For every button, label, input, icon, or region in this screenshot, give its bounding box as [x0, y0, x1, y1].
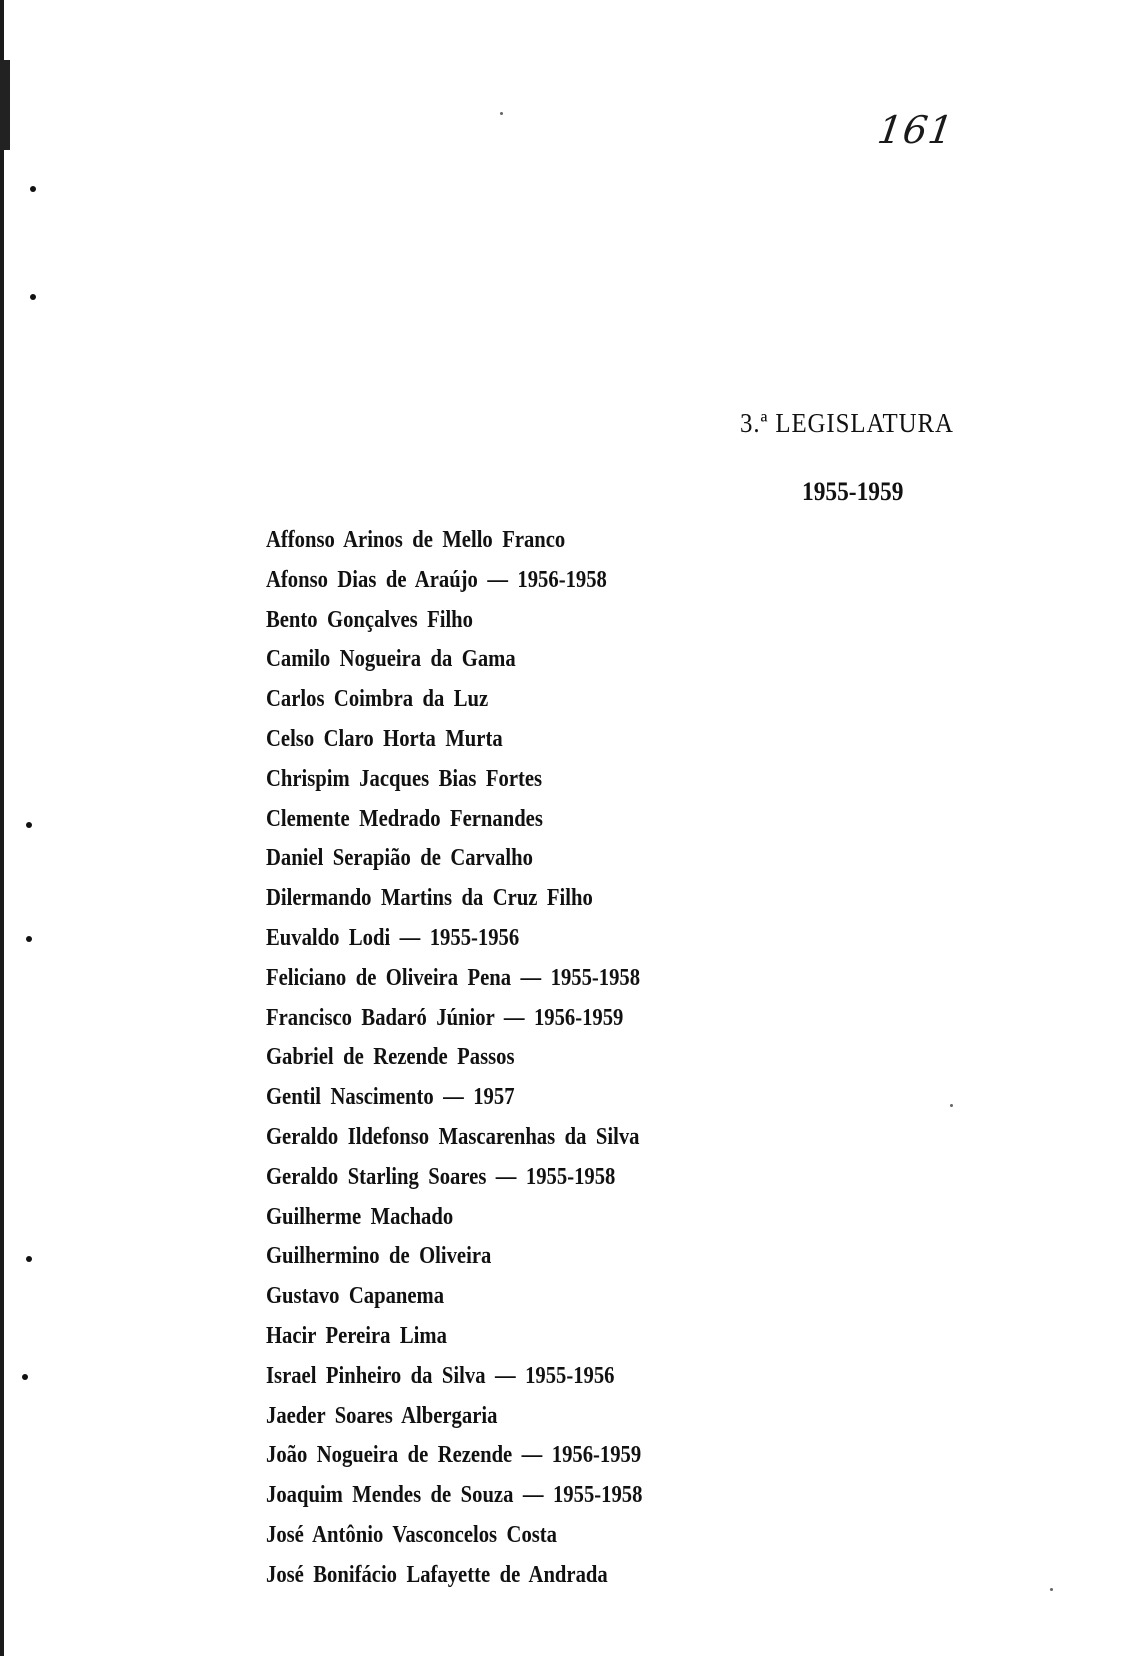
scan-speck — [26, 936, 32, 942]
list-item: Affonso Arinos de Mello Franco — [266, 527, 566, 553]
list-item: José Bonifácio Lafayette de Andrada — [266, 1561, 608, 1588]
list-item: Afonso Dias de Araújo — 1956-1958 — [266, 566, 607, 593]
list-item: Joaquim Mendes de Souza — 1955-1958 — [266, 1482, 643, 1509]
list-item: Clemente Medrado Fernandes — [266, 805, 543, 832]
legislature-heading: 3.ª LEGISLATURA — [740, 408, 954, 438]
list-item: Chrispim Jacques Bias Fortes — [266, 765, 543, 792]
list-item: Camilo Nogueira da Gama — [266, 646, 516, 673]
scan-speck — [1050, 1588, 1053, 1591]
list-item: Israel Pinheiro da Silva — 1955-1956 — [266, 1362, 615, 1389]
page-number: 161 — [874, 108, 957, 152]
scan-speck — [22, 1374, 28, 1380]
list-item: Gustavo Capanema — [266, 1283, 445, 1310]
list-item: João Nogueira de Rezende — 1956-1959 — [266, 1442, 642, 1469]
legislature-period: 1955-1959 — [802, 477, 904, 506]
scan-speck — [30, 186, 36, 192]
list-item: Carlos Coimbra da Luz — [266, 686, 489, 713]
list-item: Guilhermino de Oliveira — [266, 1243, 492, 1270]
list-item: José Antônio Vasconcelos Costa — [266, 1521, 558, 1548]
list-item: Daniel Serapião de Carvalho — [266, 845, 533, 872]
list-item: Euvaldo Lodi — 1955-1956 — [266, 924, 520, 951]
scan-speck — [500, 112, 503, 115]
scan-speck — [26, 1256, 32, 1262]
list-item: Francisco Badaró Júnior — 1956-1959 — [266, 1004, 624, 1031]
list-item: Guilherme Machado — [266, 1203, 454, 1230]
deputies-list — [266, 527, 704, 1602]
scan-speck — [26, 822, 32, 828]
list-item: Jaeder Soares Albergaria — [266, 1402, 498, 1429]
list-item: Feliciano de Oliveira Pena — 1955-1958 — [266, 964, 641, 991]
list-item: Gabriel de Rezende Passos — [266, 1044, 515, 1071]
list-item: Geraldo Starling Soares — 1955-1958 — [266, 1163, 616, 1190]
binding-mark — [0, 60, 10, 150]
list-item: Bento Gonçalves Filho — [266, 606, 473, 633]
list-item: Dilermando Martins da Cruz Filho — [266, 885, 593, 912]
list-item: Celso Claro Horta Murta — [266, 725, 503, 752]
scan-speck — [30, 294, 36, 300]
scan-speck — [950, 1104, 953, 1107]
list-item: Geraldo Ildefonso Mascarenhas da Silva — [266, 1123, 640, 1150]
page-left-edge — [0, 0, 4, 1656]
list-item: Hacir Pereira Lima — [266, 1322, 447, 1349]
list-item: Gentil Nascimento — 1957 — [266, 1084, 515, 1111]
